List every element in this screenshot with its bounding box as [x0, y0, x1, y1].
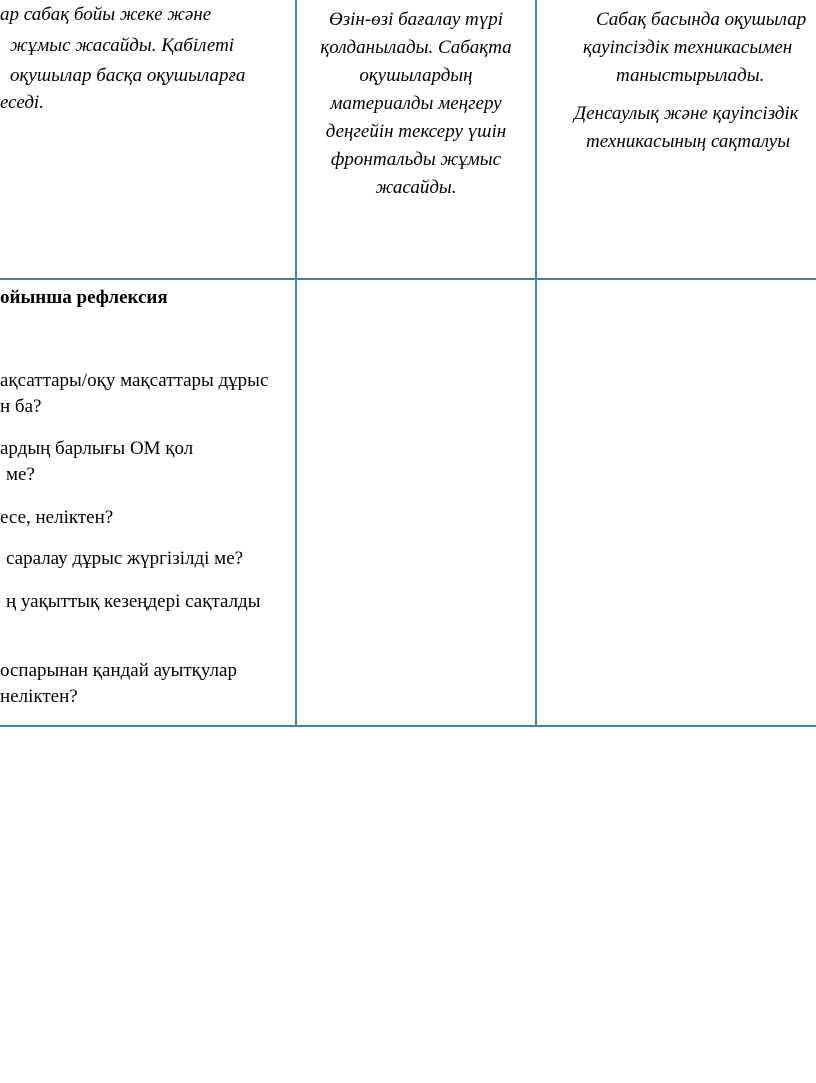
table-border-bottom	[0, 725, 816, 727]
row1-col2-line: материалды меңгеру	[330, 93, 502, 114]
row1-col2-line: Өзін-өзі бағалау түрі	[328, 9, 504, 30]
row1-col1-line-4: еседі.	[0, 92, 44, 113]
row1-col2-line: фронтальды жұмыс	[330, 149, 502, 170]
table-border-col2	[535, 0, 537, 727]
row1-col3-para2	[540, 100, 816, 156]
reflection-heading: ойынша рефлексия	[0, 287, 168, 308]
table-border-col1	[295, 0, 297, 727]
table-border-row	[0, 278, 816, 280]
row1-col2-line: деңгейін тексеру үшін	[325, 121, 507, 142]
row1-col3-line: таныстырылады.	[616, 65, 765, 86]
row1-col1-line-2: жұмыс жасайды. Қабілеті	[10, 35, 235, 56]
row1-col2-line: оқушылардың	[359, 65, 473, 86]
row1-col3-para1	[540, 6, 816, 90]
reflection-line-3: ардың барлығы ОМ қол	[0, 438, 194, 459]
row1-col2-line: қолданылады. Сабақта	[320, 37, 512, 58]
row1-col3-line: қауіпсіздік техникасымен	[583, 37, 793, 58]
reflection-line-6: саралау дұрыс жүргізілді ме?	[6, 548, 244, 569]
row1-col3-line: Денсаулық және қауіпсіздік	[574, 103, 799, 124]
reflection-line-9: неліктен?	[0, 686, 78, 707]
reflection-line-4: ме?	[6, 464, 35, 485]
row1-col2-line: жасайды.	[375, 177, 457, 198]
reflection-line-2: н ба?	[0, 396, 42, 417]
reflection-line-7: ң уақыттық кезеңдері сақталды	[6, 591, 261, 612]
row1-col3-line: Сабақ басында оқушылар	[596, 9, 807, 30]
row1-col3-line: техникасының сақталуы	[586, 131, 791, 152]
row1-col1-line-3: оқушылар басқа оқушыларға	[10, 65, 246, 86]
row1-col1-line-1: ар сабақ бойы жеке және	[0, 4, 212, 25]
reflection-line-8: оспарынан қандай ауытқулар	[0, 660, 237, 681]
row1-col2-text	[300, 6, 532, 202]
reflection-line-5: есе, неліктен?	[0, 507, 114, 528]
row1-col3-text	[540, 6, 816, 156]
reflection-line-1: ақсаттары/оқу мақсаттары дұрыс	[0, 370, 269, 391]
